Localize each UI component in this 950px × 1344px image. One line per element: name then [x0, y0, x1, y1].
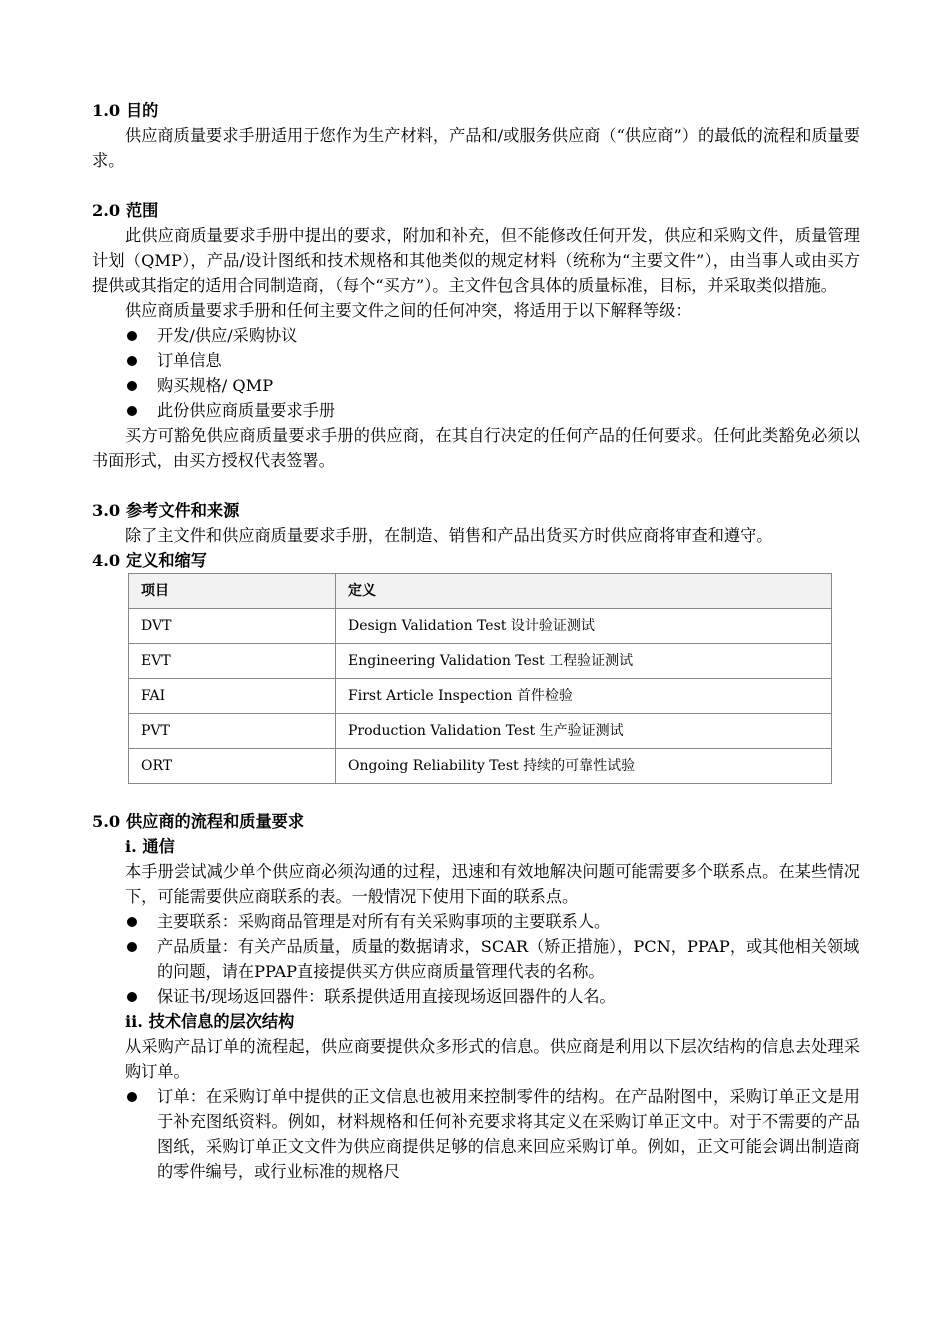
section-2-heading: 2.0 范围 — [92, 201, 159, 220]
table-cell: EVT — [129, 644, 336, 679]
contact-list — [92, 909, 860, 1009]
section-4-heading: 4.0 定义和缩写 — [92, 551, 207, 570]
subsection-ii-heading: ii. 技术信息的层次结构 — [125, 1012, 295, 1031]
table-cell: First Article Inspection 首件检验 — [336, 679, 832, 714]
table-cell: ORT — [129, 749, 336, 784]
table-cell: Ongoing Reliability Test 持续的可靠性试验 — [336, 749, 832, 784]
section-3-paragraph: 除了主文件和供应商质量要求手册，在制造、销售和产品出货买方时供应商将审查和遵守。 — [125, 526, 773, 545]
table-header-row — [129, 574, 832, 609]
section-2-paragraph-3: 买方可豁免供应商质量要求手册的供应商，在其自行决定的任何产品的任何要求。任何此类豁免必须以书面形式，由买方授权代表签署。 — [92, 426, 860, 470]
list-item: 订单：在采购订单中提供的正文信息也被用来控制零件的结构。在产品附图中，采购订单正文是用于补充图纸资料。例如，材料规格和任何补充要求将其定义在采购订单正文中。对于不需要的产品图纸，采购订单正文文件为供应商提供足够的信息来回应采购订单。例如，正文可能会调出制造商的零件编号，或行业标准的规格尺 — [92, 1084, 860, 1184]
section-1-heading: 1.0 目的 — [92, 101, 159, 120]
list-item: 主要联系：采购商品管理是对所有有关采购事项的主要联系人。 — [92, 909, 860, 934]
section-5-heading: 5.0 供应商的流程和质量要求 — [92, 812, 305, 831]
list-item: 购买规格/ QMP — [92, 373, 860, 398]
subsection-ii-paragraph: 从采购产品订单的流程起，供应商要提供众多形式的信息。供应商是利用以下层次结构的信息去处理采购订单。 — [125, 1037, 860, 1081]
table-cell: Production Validation Test 生产验证测试 — [336, 714, 832, 749]
subsection-i-paragraph: 本手册尝试减少单个供应商必须沟通的过程，迅速和有效地解决问题可能需要多个联系点。在某些情况下，可能需要供应商联系的表。一般情况下使用下面的联系点。 — [125, 862, 860, 906]
subsection-i-heading: i. 通信 — [125, 837, 175, 856]
section-2-paragraph-2: 供应商质量要求手册和任何主要文件之间的任何冲突，将适用于以下解释等级： — [125, 301, 692, 320]
list-item: 此份供应商质量要求手册 — [92, 398, 860, 423]
section-2-paragraph-1: 此供应商质量要求手册中提出的要求，附加和补充，但不能修改任何开发，供应和采购文件，质量管理计划（QMP），产品/设计图纸和技术规格和其他类似的规定材料（统称为“主要文件”），由当事人或由买方提供或其指定的适用合同制造商，（每个“买方”）。主文件包含具体的质量标准，目标，并采取类似措施。 — [92, 226, 860, 295]
list-item: 产品质量：有关产品质量，质量的数据请求，SCAR（矫正措施），PCN，PPAP，或其他相关领域的问题，请在PPAP直接提供买方供应商质量管理代表的名称。 — [92, 934, 860, 984]
table-row — [129, 749, 832, 784]
table-cell: DVT — [129, 609, 336, 644]
definitions-table — [128, 573, 832, 784]
table-cell: Design Validation Test 设计验证测试 — [336, 609, 832, 644]
table-row — [129, 714, 832, 749]
section-1-paragraph: 供应商质量要求手册适用于您作为生产材料，产品和/或服务供应商（“供应商”）的最低的流程和质量要求。 — [92, 126, 860, 170]
table-row — [129, 679, 832, 714]
list-item: 订单信息 — [92, 348, 860, 373]
list-item: 开发/供应/采购协议 — [92, 323, 860, 348]
table-cell: FAI — [129, 679, 336, 714]
table-cell: PVT — [129, 714, 336, 749]
hierarchy-list — [92, 1084, 860, 1184]
column-header: 项目 — [129, 574, 336, 609]
section-3-heading: 3.0 参考文件和来源 — [92, 501, 240, 520]
table-row — [129, 644, 832, 679]
table-cell: Engineering Validation Test 工程验证测试 — [336, 644, 832, 679]
table-row — [129, 609, 832, 644]
document-page — [92, 98, 860, 1184]
precedence-list — [92, 323, 860, 423]
list-item: 保证书/现场返回器件：联系提供适用直接现场返回器件的人名。 — [92, 984, 860, 1009]
column-header: 定义 — [336, 574, 832, 609]
